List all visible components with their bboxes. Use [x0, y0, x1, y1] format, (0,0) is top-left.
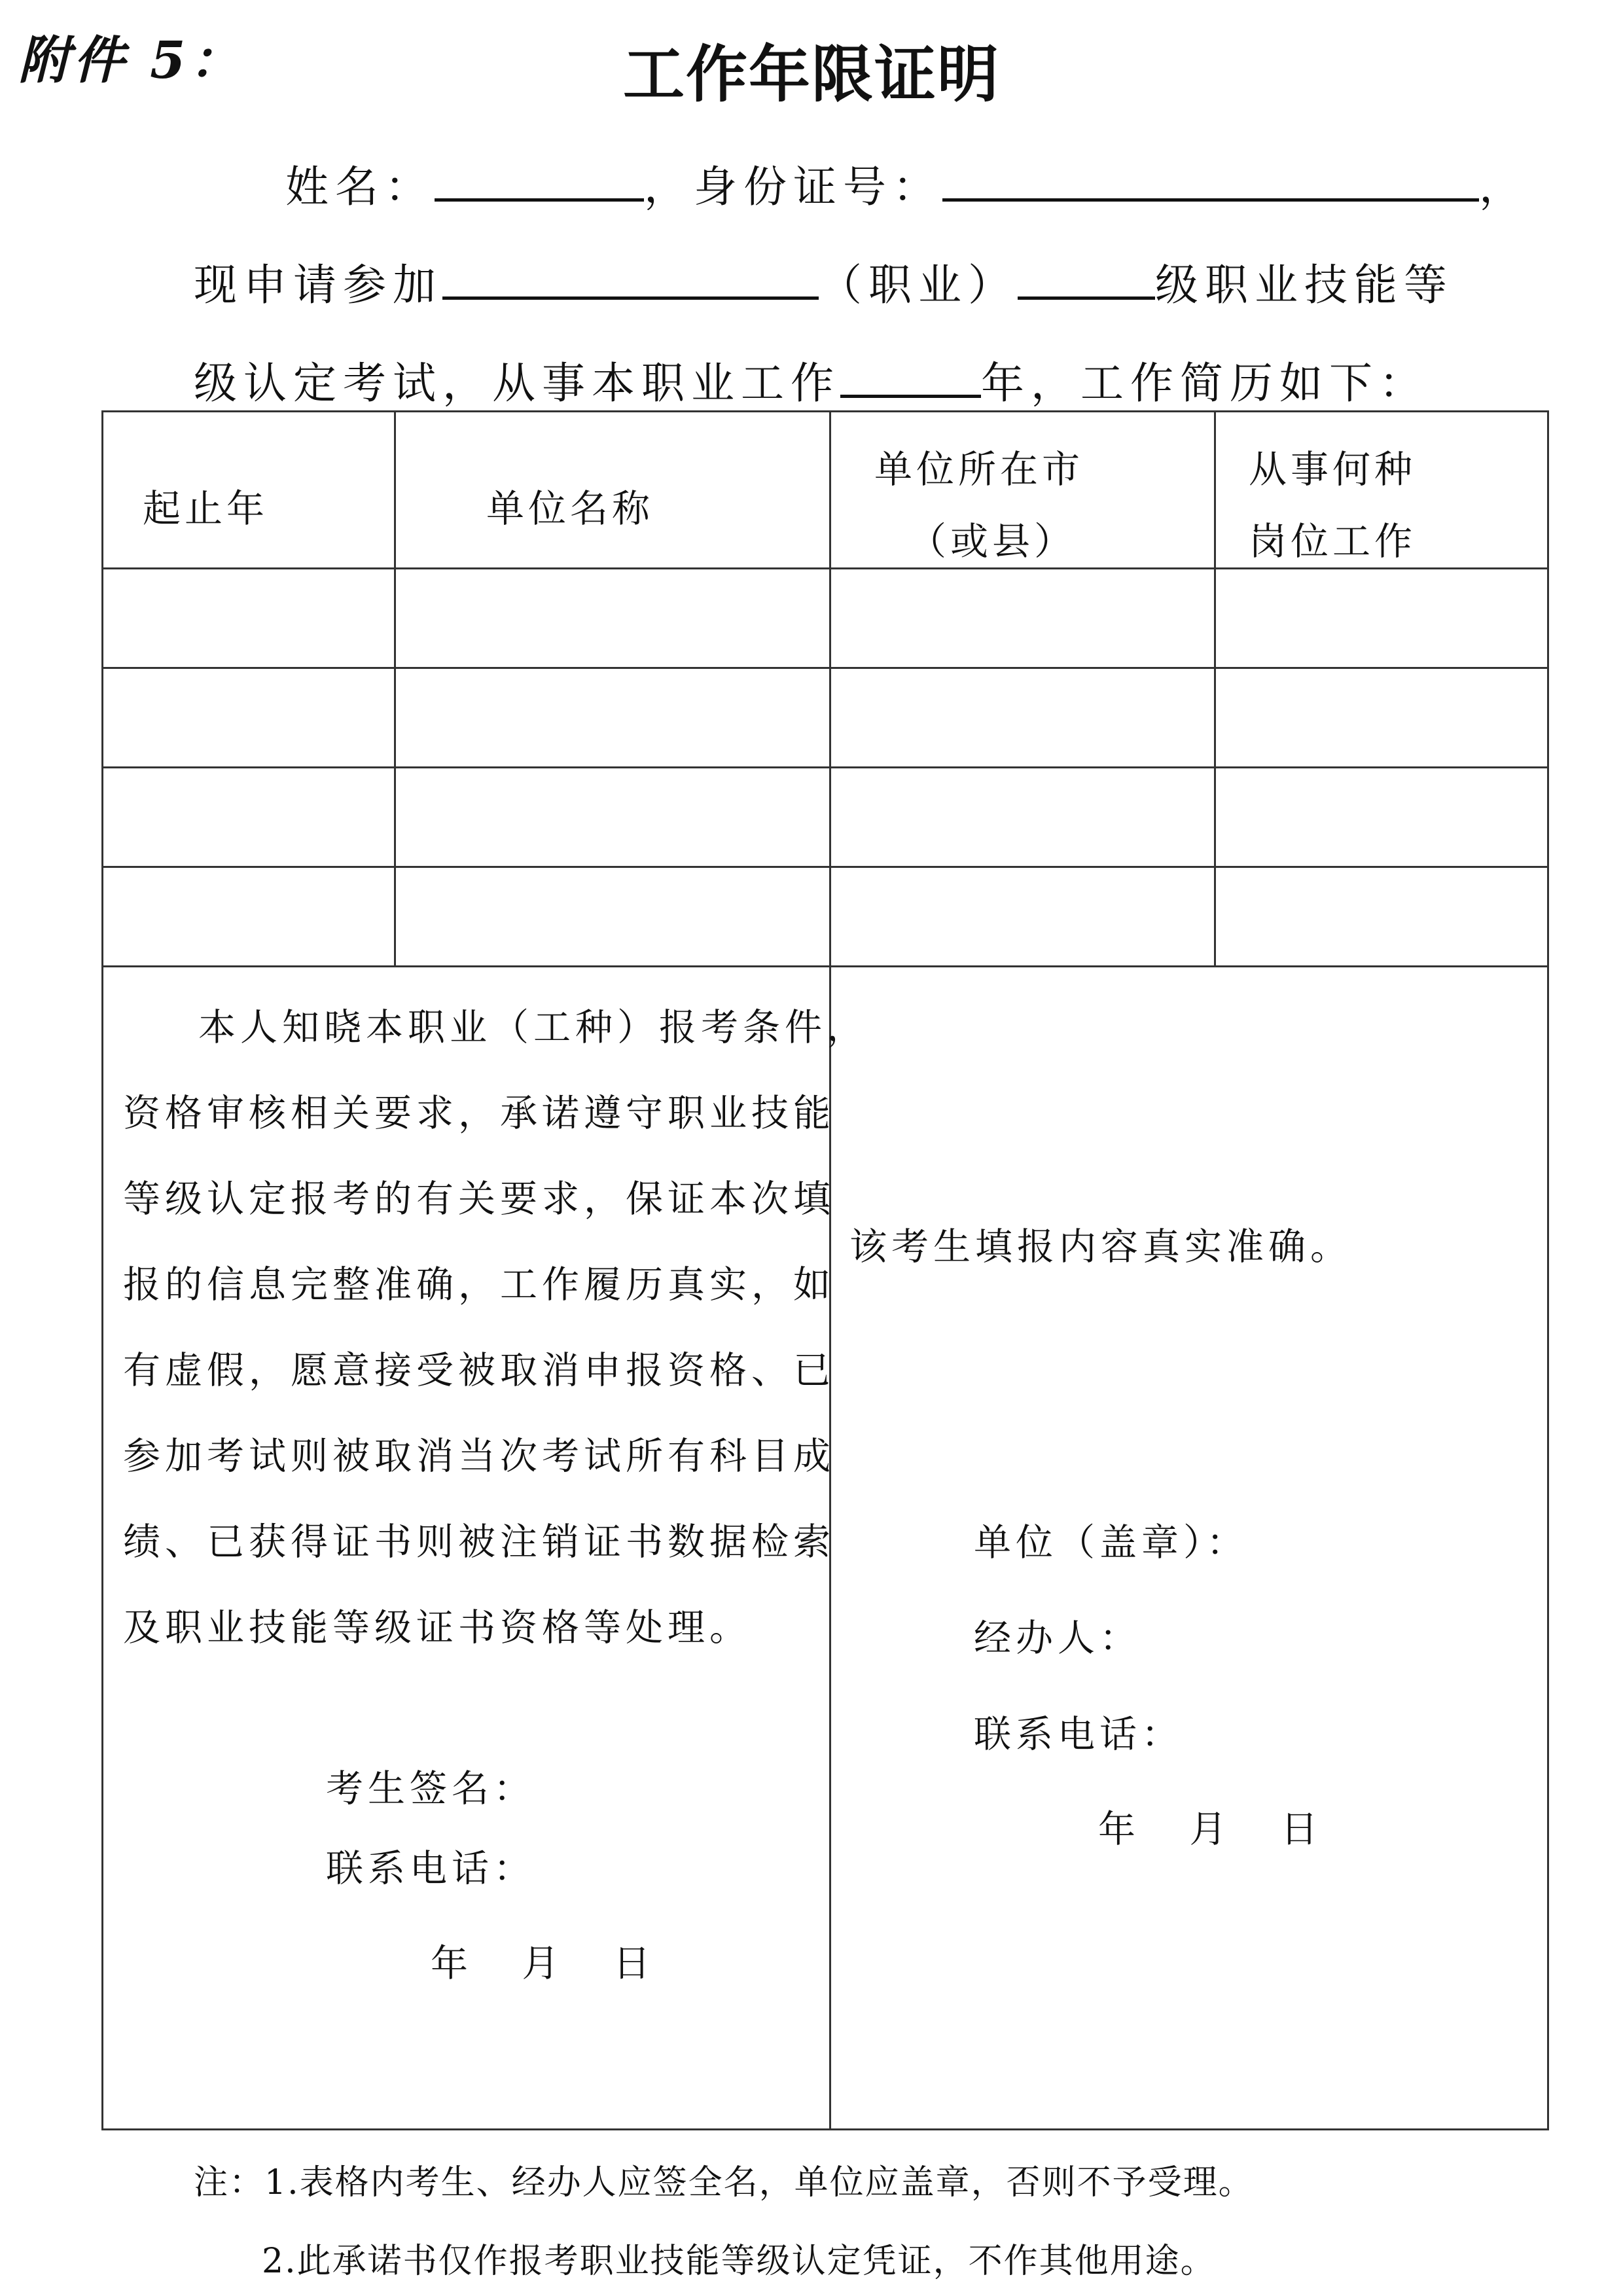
declaration-line: 绩、已获得证书则被注销证书数据检索	[123, 1520, 835, 1564]
declaration-line: 及职业技能等级证书资格等处理。	[123, 1606, 751, 1649]
intro-line-2	[194, 250, 1454, 312]
row-divider	[103, 766, 1547, 768]
years-blank[interactable]	[840, 351, 981, 398]
attachment-label: 附件 5：	[18, 31, 245, 90]
candidate-phone-label: 联系电话：	[326, 1847, 535, 1890]
row-divider	[103, 965, 1547, 967]
employer-statement: 该考生填报内容真实准确。	[849, 1225, 1352, 1268]
column-divider	[394, 412, 396, 965]
declaration-line: 有虚假，愿意接受被取消申报资格、已	[123, 1349, 835, 1392]
level-blank[interactable]	[1018, 253, 1155, 300]
header-employer-name: 单位名称	[486, 486, 654, 531]
column-divider	[1214, 412, 1216, 965]
occupation-blank[interactable]	[442, 253, 819, 300]
id-number-blank[interactable]	[942, 155, 1479, 202]
header-city: 单位所在市	[874, 447, 1084, 492]
name-label: 姓名：	[285, 162, 435, 212]
note-2: 2.此承诺书仅作报考职业技能等级认定凭证，不作其他用途。	[262, 2242, 1216, 2281]
employer-handler-label: 经办人：	[974, 1617, 1141, 1660]
declaration-line: 等级认定报考的有关要求，保证本次填	[123, 1177, 835, 1221]
employer-date: 年 月 日	[1098, 1808, 1323, 1851]
intro-line-1	[285, 152, 1529, 214]
line3-start: 级认定考试，从事本职业工作	[194, 358, 840, 408]
header-county: （或县）	[908, 519, 1077, 564]
employer-phone-label: 联系电话：	[974, 1713, 1183, 1756]
row-divider	[103, 866, 1547, 868]
intro-line-3	[194, 348, 1429, 410]
declaration-line: 资格审核相关要求，承诺遵守职业技能	[123, 1092, 835, 1135]
apply-label: 现申请参加	[194, 260, 442, 310]
header-job-type: 从事何种	[1249, 447, 1417, 492]
declaration-text	[123, 985, 868, 1671]
declaration-line: 参加考试则被取消当次考试所有科目成	[123, 1435, 835, 1478]
level-label: 级职业技能等	[1155, 260, 1454, 310]
header-period: 起止年	[143, 486, 269, 531]
employer-seal-label: 单位（盖章）：	[974, 1521, 1249, 1564]
work-history-table	[101, 410, 1549, 2130]
declaration-line: 报的信息完整准确，工作履历真实，如	[123, 1263, 835, 1306]
declaration-line: 本人知晓本职业（工种）报考条件，	[198, 1006, 868, 1049]
id-label: ，身份证号：	[644, 162, 942, 212]
line3-end: 年，工作简历如下：	[981, 358, 1429, 408]
candidate-signature-label: 考生签名：	[326, 1767, 535, 1810]
occupation-label: （职业）	[819, 260, 1018, 310]
name-blank[interactable]	[435, 155, 644, 202]
candidate-date: 年 月 日	[431, 1942, 655, 1985]
line1-end: ，	[1479, 162, 1529, 212]
document-title: 工作年限证明	[622, 39, 1000, 111]
note-1: 注：1.表格内考生、经办人应签全名，单位应盖章，否则不予受理。	[194, 2163, 1254, 2202]
row-divider	[103, 667, 1547, 669]
row-divider	[103, 567, 1547, 569]
header-position: 岗位工作	[1249, 519, 1417, 564]
